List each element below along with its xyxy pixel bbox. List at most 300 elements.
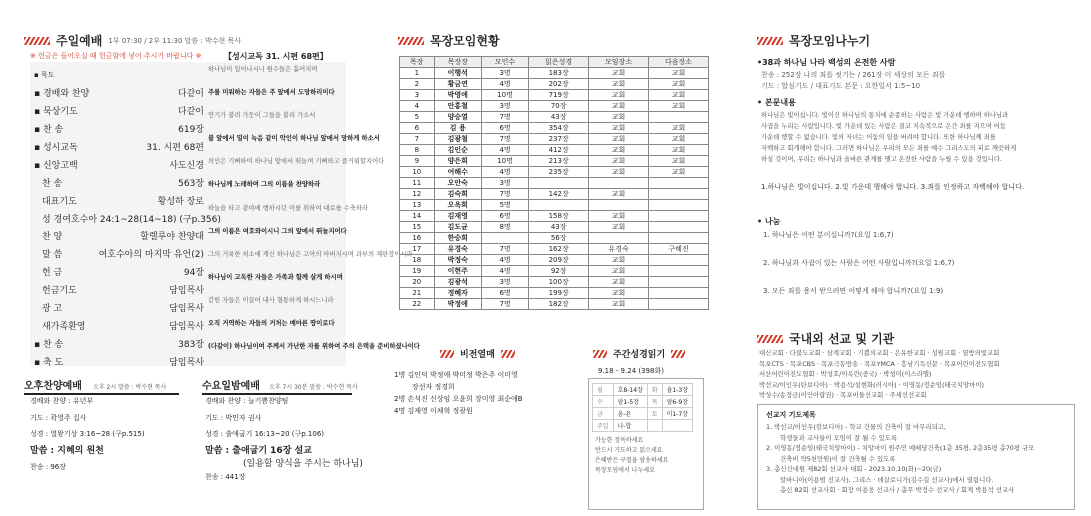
table-row bbox=[400, 167, 709, 178]
table-cell: 교회 bbox=[589, 134, 649, 145]
sunday-worship-title: 주일예배 bbox=[56, 34, 103, 48]
table-header-cell: 목장 bbox=[400, 57, 435, 68]
order-item-label: ▪ 묵도 bbox=[34, 70, 55, 79]
mission-prayer-line: 알바니아(이용범 선교사), 그리스 · 데살로니가(김수길 선교사)에서 열립니다. bbox=[780, 475, 994, 484]
weekly-cell: 옴-욘 bbox=[613, 408, 647, 420]
order-item-label: 성 경 bbox=[42, 214, 63, 225]
table-cell: 158장 bbox=[529, 211, 589, 222]
weekly-cell: 수 bbox=[593, 396, 614, 408]
vision-line: 2명 손석진 신상임 오윤희 장미영 최순애B bbox=[394, 395, 523, 403]
table-row bbox=[400, 222, 709, 233]
order-row bbox=[34, 155, 204, 173]
table-cell: 교회 bbox=[589, 167, 649, 178]
table-cell: 김숙희 bbox=[434, 189, 481, 200]
table-cell: 235장 bbox=[529, 167, 589, 178]
reading-line: 연기가 불려 가듯이 그들을 불려 가소서 bbox=[208, 112, 316, 120]
table-cell bbox=[649, 211, 709, 222]
table-cell: 교회 bbox=[649, 90, 709, 101]
order-item-value: 담임목사 bbox=[169, 286, 204, 297]
order-item-value: 94장 bbox=[183, 268, 204, 279]
mission-line: 대신교회 · 다불도교회 · 삼계교회 · 기쁨의교회 · 은유한교회 · 성원교회 · 열방의빛교회 bbox=[759, 349, 1000, 357]
weekly-cell: 욜1-3장 bbox=[662, 384, 692, 396]
order-item-value: 담임목사 bbox=[169, 304, 204, 315]
table-cell: 7명 bbox=[481, 299, 528, 310]
mission-prayer-line: 1. 박선교/이인우(캄보디아) - 학교 건물의 건축이 잘 마무리되고, bbox=[766, 423, 946, 431]
mission-line: 서산어린이전도협회 · 박성호/이옥란(중국) · 박성미(이스라엘) bbox=[759, 370, 932, 378]
order-row bbox=[34, 102, 204, 120]
order-row bbox=[34, 299, 204, 317]
weekly-cell: 목 bbox=[647, 396, 662, 408]
table-cell: 김도균 bbox=[434, 222, 481, 233]
reading-line: (다같이) 하나님이여 주께서 가난한 자를 위하여 주의 은택을 준비하셨나이다 bbox=[208, 343, 420, 351]
weekly-row bbox=[593, 420, 693, 432]
table-cell: 202장 bbox=[529, 79, 589, 90]
table-cell: 오옥희 bbox=[434, 200, 481, 211]
table-cell: 교회 bbox=[649, 167, 709, 178]
order-row bbox=[34, 84, 204, 102]
body-line: 자백하고 회개해야 합니다. 그러면 하나님은 우리의 모든 죄를 예수 그리스도의 피로 깨끗하게 bbox=[761, 145, 1017, 152]
order-item-value: 사도신경 bbox=[169, 160, 204, 171]
mission-prayer-box bbox=[757, 404, 1075, 510]
reading-line: 하나님께 노래하며 그의 이름을 찬양하라 bbox=[208, 181, 321, 189]
service-line: 기도 : 박민자 권사 bbox=[205, 413, 262, 422]
table-cell: 16 bbox=[400, 233, 435, 244]
reading-line: 갇힌 자들은 이끌어 내사 형통하게 하시느니라 bbox=[208, 296, 334, 304]
table-cell: 구혜진 bbox=[649, 244, 709, 255]
table-cell bbox=[649, 255, 709, 266]
table-header-cell: 다음장소 bbox=[649, 57, 709, 68]
vision-header bbox=[440, 347, 515, 360]
reading-line: 하나님이 일어나시니 원수들은 흩어지며 bbox=[208, 66, 318, 73]
table-cell bbox=[649, 222, 709, 233]
table-cell: 김광석 bbox=[434, 277, 481, 288]
table-cell: 2 bbox=[400, 79, 435, 90]
service-line: 경배와 찬양 : 유년부 bbox=[30, 397, 94, 405]
table-cell bbox=[649, 178, 709, 189]
table-cell: 김 용 bbox=[434, 123, 481, 134]
table-cell: 교회 bbox=[649, 156, 709, 167]
reading-header: 【성시교독 31. 시편 68편】 bbox=[224, 52, 328, 61]
table-row bbox=[400, 233, 709, 244]
order-item-value: 여호수아의 마지막 유언(2) bbox=[98, 250, 204, 261]
table-cell: 교회 bbox=[589, 299, 649, 310]
table-cell: 교회 bbox=[589, 79, 649, 90]
pm-worship-title: 오후찬양예배 bbox=[24, 381, 82, 392]
table-cell bbox=[649, 233, 709, 244]
pm-worship-details bbox=[30, 393, 180, 476]
table-cell: 162장 bbox=[529, 244, 589, 255]
order-row bbox=[34, 316, 204, 334]
table-cell: 70장 bbox=[529, 101, 589, 112]
reading-line: 오직 거역하는 자들의 거처는 메마른 땅이로다 bbox=[208, 320, 335, 328]
share-label: • 나눔 bbox=[757, 217, 781, 226]
weekly-cell: 호8-14장 bbox=[613, 384, 647, 396]
table-cell: 20 bbox=[400, 277, 435, 288]
table-cell: 3명 bbox=[481, 101, 528, 112]
order-row bbox=[34, 120, 204, 138]
order-item-label: ▪ 성시교독 bbox=[34, 143, 78, 153]
table-cell: 100장 bbox=[529, 277, 589, 288]
body-text bbox=[761, 110, 1086, 165]
table-cell: 교회 bbox=[589, 90, 649, 101]
table-cell bbox=[529, 178, 589, 189]
weekly-cell: 월 bbox=[593, 384, 614, 396]
order-item-label: ▪ 묵상기도 bbox=[34, 107, 78, 118]
table-cell: 양은희 bbox=[434, 156, 481, 167]
service-line: 찬송 : 96장 bbox=[30, 463, 67, 472]
weekly-reading-box bbox=[588, 378, 704, 510]
order-item-value: 다같이 bbox=[177, 107, 204, 118]
share-question: 1. 하나님은 어떤 분이십니까?(요일 1:6,7) bbox=[763, 231, 894, 239]
vision-line: 4명 김재영 이채혁 정광원 bbox=[394, 407, 473, 415]
order-row bbox=[34, 138, 204, 156]
table-cell: 18 bbox=[400, 255, 435, 266]
order-item-label: 새가족환영 bbox=[42, 321, 86, 332]
table-row bbox=[400, 189, 709, 200]
order-row bbox=[34, 191, 204, 209]
table-cell: 142장 bbox=[529, 189, 589, 200]
missions-list bbox=[759, 348, 1084, 401]
table-row bbox=[400, 178, 709, 189]
table-cell: 3명 bbox=[481, 277, 528, 288]
order-item-label: 헌 금 bbox=[42, 268, 63, 279]
table-cell: 15 bbox=[400, 222, 435, 233]
table-cell: 한승희 bbox=[434, 233, 481, 244]
lesson-hymn: 찬송 : 252장 나의 죄를 씻기는 / 261장 이 세상의 모든 죄를 bbox=[761, 71, 946, 79]
vision-line: 장선자 정경희 bbox=[412, 383, 455, 391]
table-cell bbox=[589, 178, 649, 189]
table-cell: 1 bbox=[400, 68, 435, 79]
service-line: 성경 : 출애굽기 16:13~20 (구p.106) bbox=[205, 430, 325, 439]
table-cell bbox=[649, 189, 709, 200]
group-status-header bbox=[398, 32, 500, 49]
table-cell bbox=[649, 200, 709, 211]
table-row bbox=[400, 90, 709, 101]
table-cell: 354장 bbox=[529, 123, 589, 134]
service-line: 찬송 : 441장 bbox=[205, 473, 246, 482]
table-row bbox=[400, 211, 709, 222]
table-row bbox=[400, 288, 709, 299]
mission-prayer-line: 2. 이영동/정순임(태국치앙마이) - 치앙마이 원주민 예배당건축(1층 35평, 2층35평 총70평 규모 bbox=[766, 444, 1035, 452]
table-cell: 교회 bbox=[589, 266, 649, 277]
table-cell: 6명 bbox=[481, 123, 528, 134]
table-cell: 교회 bbox=[589, 112, 649, 123]
table-header-row bbox=[400, 57, 709, 68]
weekly-cell bbox=[647, 420, 662, 432]
table-cell: 43장 bbox=[529, 222, 589, 233]
weekly-row bbox=[593, 408, 693, 420]
table-cell: 교회 bbox=[589, 288, 649, 299]
order-item-value: 619장 bbox=[178, 125, 204, 136]
order-list bbox=[34, 66, 221, 370]
table-cell: 182장 bbox=[529, 299, 589, 310]
table-cell: 교회 bbox=[589, 68, 649, 79]
order-item-value: 황성하 장로 bbox=[157, 196, 204, 207]
table-cell: 209장 bbox=[529, 255, 589, 266]
weekly-note: 반드시 기도하고 읽으세요 bbox=[595, 447, 663, 454]
table-cell bbox=[649, 288, 709, 299]
order-item-label: 찬 양 bbox=[42, 232, 63, 243]
service-line: (일용할 양식을 주시는 하나님) bbox=[243, 459, 363, 470]
table-cell: 10명 bbox=[481, 156, 528, 167]
table-cell: 교회 bbox=[649, 101, 709, 112]
table-cell: 박정숙 bbox=[434, 255, 481, 266]
table-cell bbox=[529, 200, 589, 211]
table-cell: 이현주 bbox=[434, 266, 481, 277]
wed-worship-time: 오후 7시 30분 말씀 : 박수현 목사 bbox=[269, 384, 358, 391]
body-label: • 본문내용 bbox=[757, 98, 796, 107]
table-row bbox=[400, 101, 709, 112]
weekly-row bbox=[593, 396, 693, 408]
weekly-cell: 화 bbox=[647, 384, 662, 396]
order-row bbox=[34, 173, 204, 191]
table-row bbox=[400, 68, 709, 79]
table-cell: 92장 bbox=[529, 266, 589, 277]
table-cell: 양승열 bbox=[434, 112, 481, 123]
reading-line: 하늘을 타고 광야에 행하시던 이를 위하여 대로를 수축하라 bbox=[208, 204, 368, 212]
table-cell: 9 bbox=[400, 156, 435, 167]
table-cell: 22 bbox=[400, 299, 435, 310]
table-cell: 11 bbox=[400, 178, 435, 189]
weekly-note: 가능한 정독하세요 bbox=[595, 437, 644, 444]
table-row bbox=[400, 145, 709, 156]
order-row bbox=[34, 227, 204, 245]
table-cell: 21 bbox=[400, 288, 435, 299]
order-row bbox=[34, 352, 204, 370]
reading-line: 의인은 기뻐하여 하나님 앞에서 뛰놀며 기뻐하고 즐거워할지어다 bbox=[208, 158, 385, 166]
stripe-decoration bbox=[398, 37, 424, 45]
mission-line: 박선교/이인우(탄보디아) · 박용석/설현화(러시아) · 이영동/정순임(태국치앙마이) bbox=[759, 380, 984, 389]
table-cell: 8명 bbox=[481, 222, 528, 233]
order-item-value: 383장 bbox=[178, 339, 204, 350]
weekly-reading-notes bbox=[595, 436, 697, 476]
table-header-cell: 모인수 bbox=[481, 57, 528, 68]
order-item-label: ▪ 경배와 찬양 bbox=[34, 89, 90, 100]
table-cell: 교회 bbox=[649, 79, 709, 90]
table-cell: 3 bbox=[400, 90, 435, 101]
table-cell: 교회 bbox=[589, 222, 649, 233]
table-cell bbox=[649, 112, 709, 123]
table-cell: 3명 bbox=[481, 68, 528, 79]
sharing-column bbox=[733, 0, 1091, 516]
sharing-title: 목장모임나누기 bbox=[789, 34, 871, 48]
body-line: 가운데 행할 수 없습니다. 빛의 자녀는 어둠의 일을 버려야 합니다. 또한 하나님께 죄를 bbox=[761, 134, 996, 141]
reading-line: 그의 거룩한 처소에 계신 하나님은 고아의 아버지시며 과부의 재판장이시라 bbox=[208, 250, 413, 258]
order-row bbox=[34, 209, 221, 227]
table-header-cell: 목장장 bbox=[434, 57, 481, 68]
table-cell bbox=[589, 200, 649, 211]
table-header-cell: 읽은성경 bbox=[529, 57, 589, 68]
table-cell: 6 bbox=[400, 123, 435, 134]
mission-prayer-line: 학생들과 교사들이 모임이 잘 될 수 있도록 bbox=[780, 433, 898, 442]
table-cell: 8 bbox=[400, 145, 435, 156]
table-cell: 정혜자 bbox=[434, 288, 481, 299]
order-row bbox=[34, 66, 204, 84]
table-cell: 14 bbox=[400, 211, 435, 222]
table-cell: 4명 bbox=[481, 266, 528, 277]
table-row bbox=[400, 277, 709, 288]
table-cell: 5명 bbox=[481, 200, 528, 211]
table-cell: 719장 bbox=[529, 90, 589, 101]
service-line: 성경 : 열왕기상 3:16~28 (구p.515) bbox=[30, 430, 145, 439]
order-item-label: 말 씀 bbox=[42, 250, 63, 261]
table-cell: 교회 bbox=[649, 68, 709, 79]
table-cell: 10명 bbox=[481, 90, 528, 101]
reading-line: 주를 미워하는 자들은 주 앞에서 도망하리이다 bbox=[208, 89, 335, 97]
table-cell: 교회 bbox=[589, 255, 649, 266]
table-cell: 오안숙 bbox=[434, 178, 481, 189]
table-cell: 13 bbox=[400, 200, 435, 211]
table-cell: 7명 bbox=[481, 244, 528, 255]
order-item-label: 광 고 bbox=[42, 304, 63, 315]
mission-prayer-title: 선교지 기도제목 bbox=[766, 411, 816, 419]
table-cell: 이행석 bbox=[434, 68, 481, 79]
wed-worship-header bbox=[202, 374, 358, 395]
order-item-value: 여호수아 24:1~28(14~18) (구p.356) bbox=[62, 214, 221, 225]
pm-worship-time: 오후 2시 말씀 : 박수현 목사 bbox=[93, 384, 167, 391]
table-cell: 43장 bbox=[529, 112, 589, 123]
weekly-note: 목장모임에서 나누세요 bbox=[595, 467, 655, 474]
order-item-value: 다같이 bbox=[177, 89, 204, 100]
table-cell: 박영애 bbox=[434, 90, 481, 101]
table-cell: 교회 bbox=[589, 189, 649, 200]
mission-prayer-line: 총신 82회 선교사회 · 회장 이용웅 선교사 / 총무 박정수 선교사 / 회계 박용석 선교사 bbox=[780, 486, 1015, 494]
table-cell: 교회 bbox=[589, 277, 649, 288]
order-row bbox=[34, 334, 204, 352]
table-cell bbox=[481, 233, 528, 244]
mission-line: 박성수/송정금(이인아랍권) · 목포비둘선교회 · 주세선선교회 bbox=[759, 391, 927, 399]
mission-line: 목포CTS · 목포CBS · 목포극동방송 · 목포YMCA · 흥남기독신문 · 목포어린이전도협회 bbox=[759, 359, 1000, 368]
table-cell: 황금연 bbox=[434, 79, 481, 90]
weekly-reading-range: 9.18 - 9.24 (398화) bbox=[598, 367, 664, 375]
table-cell: 여해수 bbox=[434, 167, 481, 178]
table-cell: 3명 bbox=[481, 178, 528, 189]
vision-title: 비전열매 bbox=[460, 350, 495, 360]
order-item-value: 31. 시편 68편 bbox=[146, 143, 204, 153]
table-cell: 교회 bbox=[589, 156, 649, 167]
table-row bbox=[400, 123, 709, 134]
table-cell: 4명 bbox=[481, 255, 528, 266]
group-status-title: 목장모임현황 bbox=[430, 34, 500, 48]
table-row bbox=[400, 244, 709, 255]
body-line: 사귐을 누리는 사람입니다. 빛 가운데 있는 사람은 결코 지속적으로 은간 죄를 지으며 어둠 bbox=[761, 123, 1007, 130]
table-cell: 4명 bbox=[481, 79, 528, 90]
reading-line: 하나님이 고독한 자들은 가족과 함께 살게 하시며 bbox=[208, 273, 343, 281]
weekly-cell: 암1-5장 bbox=[613, 396, 647, 408]
weekly-note: 은혜받은 구절을 암송하세요 bbox=[595, 457, 669, 464]
weekly-cell: 금 bbox=[593, 408, 614, 420]
table-cell: 김재영 bbox=[434, 211, 481, 222]
table-cell: 안홍철 bbox=[434, 101, 481, 112]
table-row bbox=[400, 134, 709, 145]
table-row bbox=[400, 255, 709, 266]
group-status-table bbox=[399, 56, 709, 310]
table-cell: 19 bbox=[400, 266, 435, 277]
table-cell: 교회 bbox=[649, 123, 709, 134]
table-cell: 4명 bbox=[481, 167, 528, 178]
table-cell: 183장 bbox=[529, 68, 589, 79]
offering-note: ※ 헌금은 들어오실 때 헌금함에 넣어 주시기 바랍니다 ※ bbox=[30, 52, 202, 60]
table-cell bbox=[589, 233, 649, 244]
body-line: 하실 것이며, 우리는 하나님과 올바른 관계를 맺고 온전한 사람을 누릴 수 있을 것입니다. bbox=[761, 156, 1002, 163]
table-row bbox=[400, 266, 709, 277]
table-cell: 유경숙 bbox=[434, 244, 481, 255]
order-row bbox=[34, 263, 204, 281]
service-line: 경배와 찬양 : 늘기쁨찬양팀 bbox=[205, 397, 289, 405]
sharing-header bbox=[757, 32, 870, 49]
table-cell: 김광철 bbox=[434, 134, 481, 145]
weekly-cell: 미1-7장 bbox=[662, 408, 692, 420]
table-cell: 4명 bbox=[481, 145, 528, 156]
table-cell: 교회 bbox=[589, 145, 649, 156]
stripe-decoration bbox=[757, 37, 783, 45]
weekly-cell bbox=[662, 420, 692, 432]
table-row bbox=[400, 200, 709, 211]
order-row bbox=[34, 245, 204, 263]
table-cell: 김인순 bbox=[434, 145, 481, 156]
table-cell: 10 bbox=[400, 167, 435, 178]
table-row bbox=[400, 112, 709, 123]
order-item-label: 대표기도 bbox=[42, 196, 77, 207]
table-cell: 213장 bbox=[529, 156, 589, 167]
weekly-cell: 주일 bbox=[593, 420, 614, 432]
service-line: 말씀 : 출애굽기 16장 설교 bbox=[205, 445, 312, 456]
order-item-label: 헌금기도 bbox=[42, 286, 77, 297]
table-cell bbox=[649, 277, 709, 288]
order-item-value: 담임목사 bbox=[169, 357, 204, 368]
lesson-label: •38과 하나님 나라 백성의 온전한 사람 bbox=[757, 58, 896, 67]
service-line: 기도 : 곽영주 집사 bbox=[30, 413, 87, 422]
table-cell: 5 bbox=[400, 112, 435, 123]
key-points: 1.하나님은 빛이십니다. 2.빛 가운데 행해야 합니다. 3.죄를 인정하고 자백해야 합니다. bbox=[761, 183, 1025, 191]
weekly-reading-table bbox=[592, 383, 693, 432]
service-line: 말씀 : 지혜의 원천 bbox=[30, 445, 104, 456]
mission-prayer-line: 3. 총신신대원 제82회 선교사 대회 - 2023.10.10(화)~20(금) bbox=[766, 465, 942, 473]
pm-worship-header bbox=[24, 374, 179, 395]
missions-title: 국내외 선교 및 기관 bbox=[789, 332, 895, 346]
table-cell: 유경숙 bbox=[589, 244, 649, 255]
table-cell: 12 bbox=[400, 189, 435, 200]
order-item-label: ▪ 축 도 bbox=[34, 357, 64, 368]
vision-list bbox=[394, 369, 574, 417]
order-item-label: 찬 송 bbox=[42, 178, 63, 189]
table-cell: 4 bbox=[400, 101, 435, 112]
reading-line: 그의 이름은 여호와이시니 그의 앞에서 뛰놀지어다 bbox=[208, 227, 347, 235]
table-cell: 교회 bbox=[589, 123, 649, 134]
table-cell bbox=[649, 299, 709, 310]
lesson-prayer: 기도 : 합심기도 / 대표기도 본문 : 요한일서 1:5~10 bbox=[761, 82, 921, 90]
table-cell: 56장 bbox=[529, 233, 589, 244]
table-cell: 412장 bbox=[529, 145, 589, 156]
table-cell: 237장 bbox=[529, 134, 589, 145]
stripe-decoration bbox=[593, 350, 607, 358]
table-cell: 6명 bbox=[481, 288, 528, 299]
order-row bbox=[34, 281, 204, 299]
order-item-label: ▪ 찬 송 bbox=[34, 125, 64, 136]
table-row bbox=[400, 156, 709, 167]
order-item-value: 563장 bbox=[178, 178, 204, 189]
order-item-value: 담임목사 bbox=[169, 321, 204, 332]
table-cell: 박정애 bbox=[434, 299, 481, 310]
weekly-row bbox=[593, 384, 693, 396]
sunday-worship-time: 1부 07:30 / 2부 11:30 말씀 : 박수현 목사 bbox=[108, 36, 242, 45]
table-row bbox=[400, 79, 709, 90]
stripe-decoration bbox=[440, 350, 454, 358]
table-cell: 교회 bbox=[649, 134, 709, 145]
group-column bbox=[368, 0, 723, 516]
weekly-cell: 토 bbox=[647, 408, 662, 420]
weekly-cell: 암6-9장 bbox=[662, 396, 692, 408]
